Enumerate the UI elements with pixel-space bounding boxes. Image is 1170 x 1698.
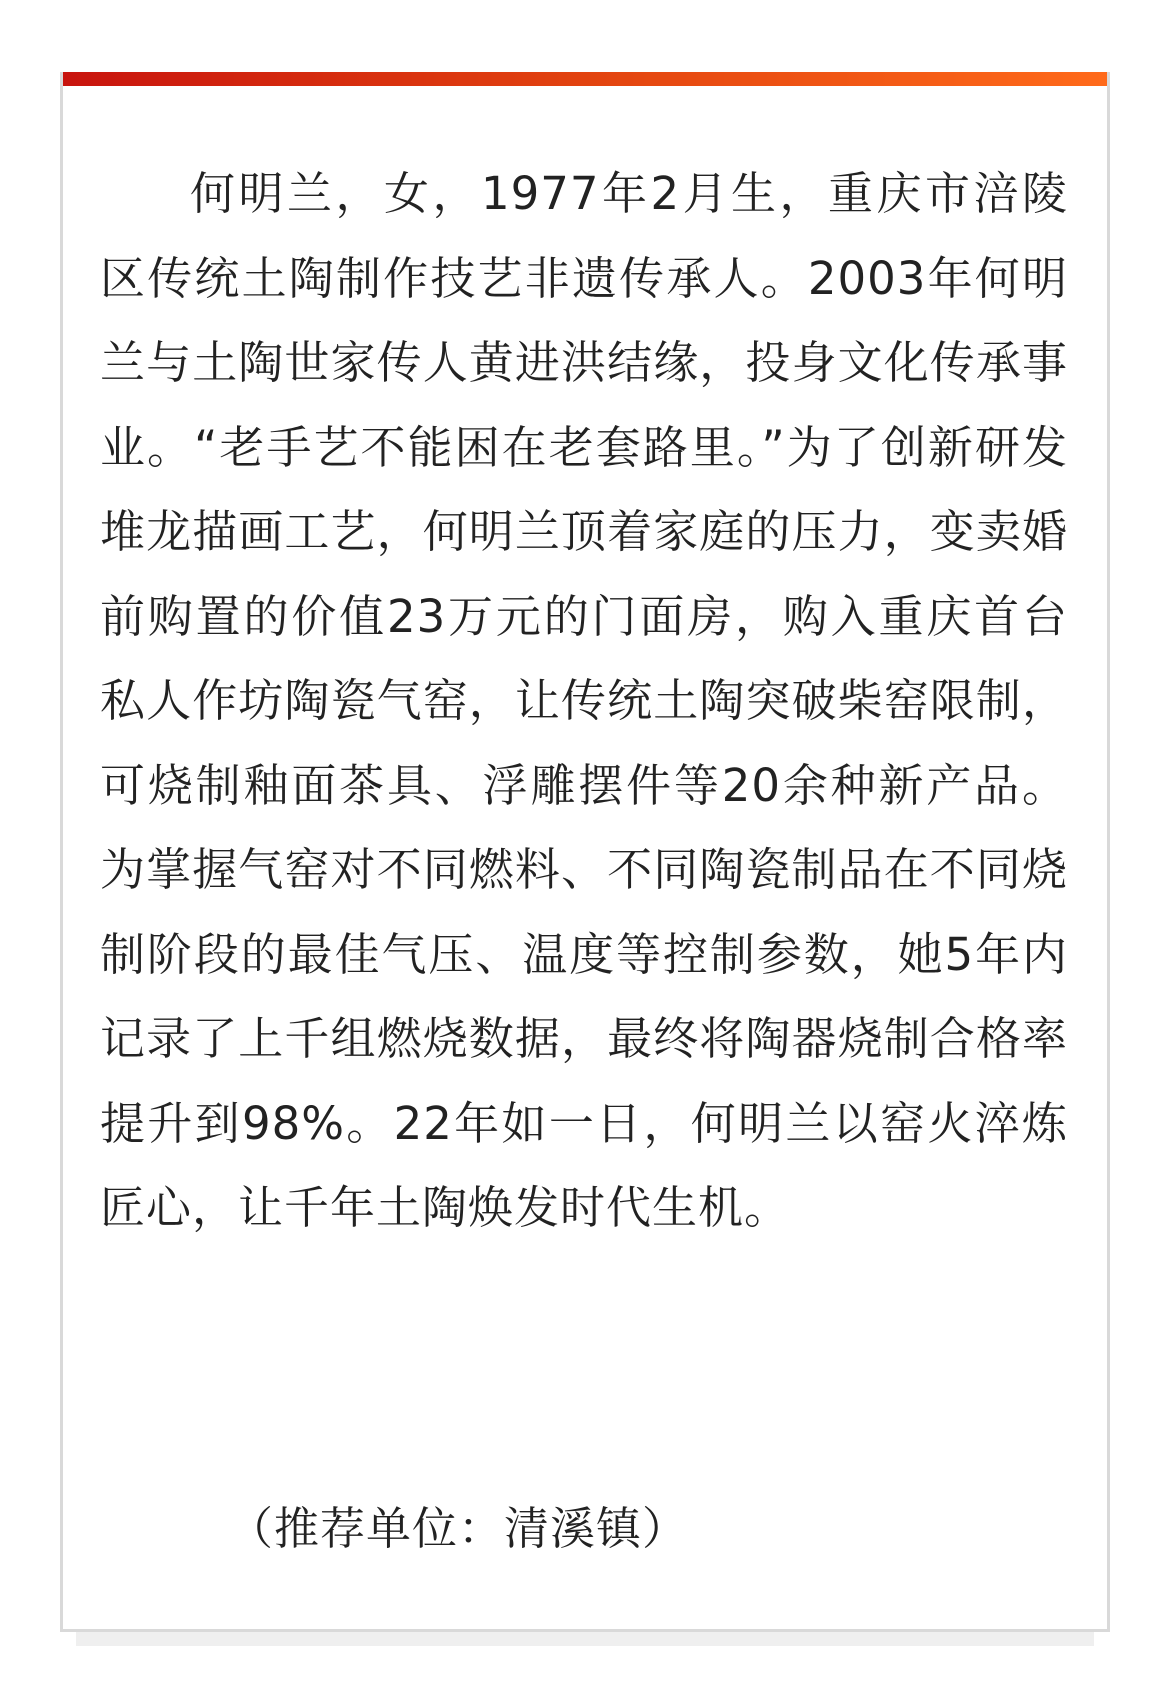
card-shadow (76, 1632, 1094, 1646)
accent-bar (63, 72, 1107, 86)
article-body: 何明兰，女，1977年2月生，重庆市涪陵区传统土陶制作技艺非遗传承人。2003年何明兰与土陶世家传人黄进洪结缘，投身文化传承事业。“老手艺不能困在老套路里。”为了创新研发堆龙描画工艺，何明兰顶着家庭的压力，变卖婚前购置的价值23万元的门面房，购入重庆首台私人作坊陶瓷气窑，让传统土陶突破柴窑限制，可烧制釉面茶具、浮雕摆件等20余种新产品。为掌握气窑对不同燃料、不同陶瓷制品在不同烧制阶段的最佳气压、温度等控制参数，她5年内记录了上千组燃烧数据，最终将陶器烧制合格率提升到98%。22年如一日，何明兰以窑火淬炼匠心，让千年土陶焕发时代生机。 (100, 167, 1068, 1234)
recommending-unit: （推荐单位：清溪镇） (228, 1502, 689, 1555)
